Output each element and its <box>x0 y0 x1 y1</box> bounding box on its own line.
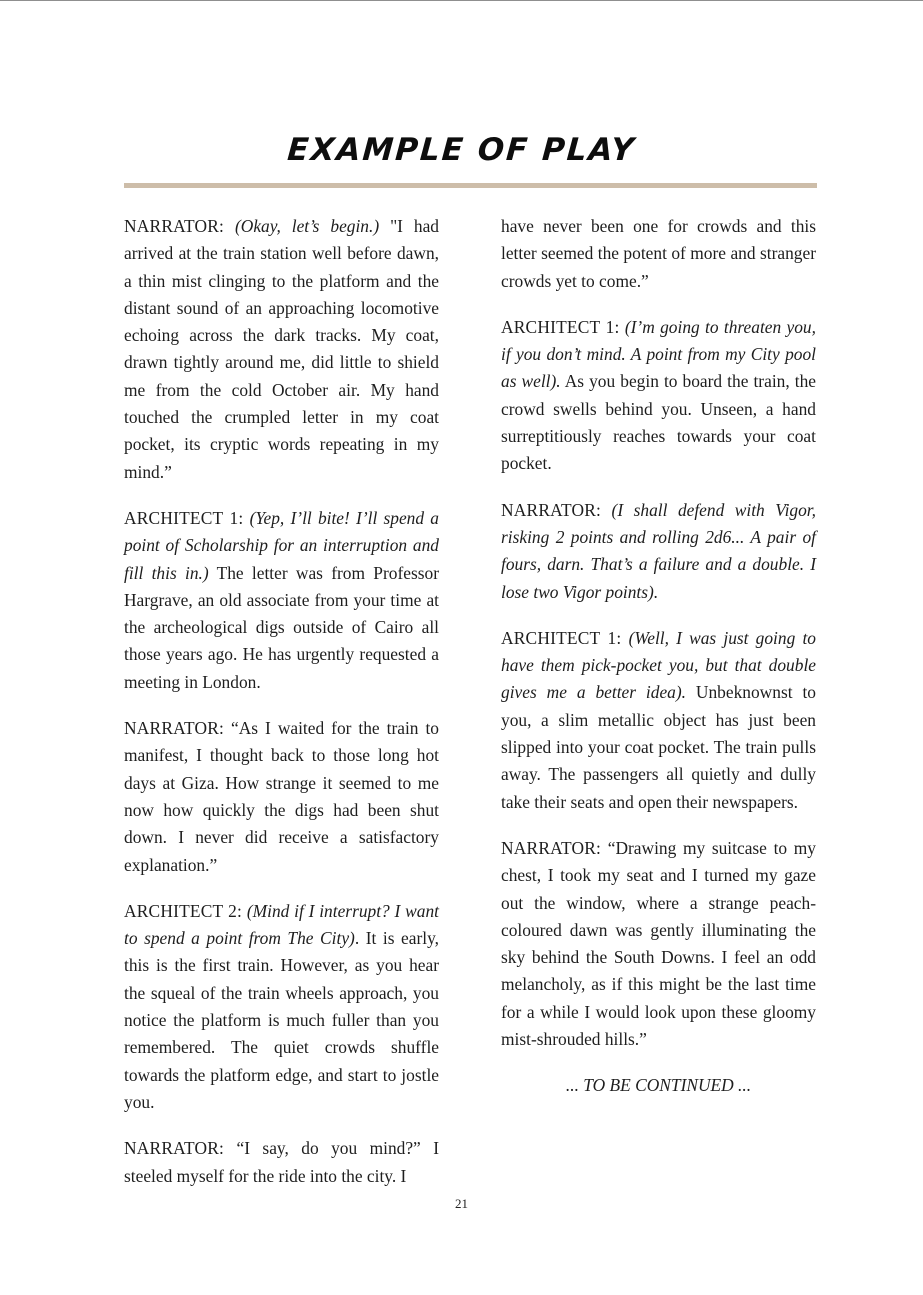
dialogue-paragraph <box>501 213 816 295</box>
aside-text: (I’m going to threaten you, if you don’t mind. A point from my City pool as well). <box>501 316 816 392</box>
speaker-label: NARRATOR: <box>501 499 602 520</box>
body-text: "I had arrived at the train station well before dawn, a thin mist clinging to the platform and the distant sound of an approaching locomotive echoing across the dark tracks. My coat, drawn tightly around me, did little to shield me from the cold October air. My hand touched the crumpled letter in my coat pocket, its cryptic words repeating in my mind.” <box>124 216 439 482</box>
top-border-rule <box>0 0 923 1</box>
right-column <box>501 213 816 1117</box>
dialogue-paragraph <box>124 213 439 486</box>
page-number: 21 <box>455 1196 468 1211</box>
body-text: “Drawing my suitcase to my chest, I took my seat and I turned my gaze out the window, where a strange peach-coloured dawn was gently illuminating the sky behind the South Downs. I feel an odd melancholy, as if this might be the last time for a while I would look upon these gloomy mist-shrouded hills.” <box>501 837 816 1050</box>
aside-text: (Well, I was just going to have them pick-pocket you, but that double gives me a better idea). <box>501 627 816 703</box>
aside-text: (Yep, I’ll bite! I’ll spend a point of Scholarship for an interruption and fill this in.) <box>124 507 439 583</box>
page-title: EXAMPLE OF PLAY <box>286 132 637 168</box>
body-text: “As I waited for the train to manifest, I thought back to those long hot days at Giza. How strange it seemed to me now how quickly the digs had been shut down. I never did receive a satisfactory explanation.” <box>124 718 439 875</box>
body-text: have never been one for crowds and this letter seemed the potent of more and stranger crowds yet to come.” <box>501 216 816 291</box>
aside-text: (I shall defend with Vigor, risking 2 points and rolling 2d6... A pair of fours, darn. That’s a failure and a double. I lose two Vigor points). <box>501 499 816 602</box>
dialogue-paragraph <box>124 715 439 879</box>
dialogue-paragraph <box>501 625 816 816</box>
left-column <box>124 213 439 1209</box>
speaker-label: NARRATOR: <box>501 837 602 858</box>
body-text: Unbeknownst to you, a slim metallic object has just been slipped into your coat pocket. The train pulls away. The passengers all quietly and dully take their seats and open their newspapers. <box>501 682 816 812</box>
dialogue-paragraph <box>124 505 439 696</box>
speaker-label: ARCHITECT 1: <box>501 627 622 648</box>
title-divider <box>124 183 817 188</box>
dialogue-paragraph <box>501 497 816 606</box>
speaker-label: ARCHITECT 1: <box>124 507 244 528</box>
dialogue-paragraph <box>501 314 816 478</box>
speaker-label: ARCHITECT 1: <box>501 316 620 337</box>
speaker-label: ARCHITECT 2: <box>124 900 243 921</box>
body-text: As you begin to board the train, the crowd swells behind you. Unseen, a hand surreptitiously reaches towards your coat pocket. <box>501 371 816 474</box>
body-text: . It is early, this is the first train. However, as you hear the squeal of the train wheels approach, you notice the platform is much fuller than you remembered. The quiet crowds shuffle towards the platform edge, and start to jostle you. <box>124 928 439 1112</box>
to-be-continued: ... TO BE CONTINUED ... <box>565 1075 752 1096</box>
aside-text: (Mind if I interrupt? I want to spend a point from The City) <box>124 900 439 949</box>
speaker-label: NARRATOR: <box>124 216 225 236</box>
dialogue-paragraph <box>124 1135 439 1190</box>
body-text: The letter was from Professor Hargrave, an old associate from your time at the archeological digs outside of Cairo all those years ago. He has urgently requested a meeting in London. <box>124 562 439 692</box>
body-text: “I say, do you mind?” I steeled myself for the ride into the city. I <box>124 1138 439 1186</box>
aside-text: (Okay, let’s begin.) <box>234 216 380 236</box>
dialogue-paragraph <box>124 898 439 1116</box>
dialogue-paragraph <box>501 835 816 1053</box>
speaker-label: NARRATOR: <box>124 718 225 739</box>
speaker-label: NARRATOR: <box>124 1138 225 1159</box>
